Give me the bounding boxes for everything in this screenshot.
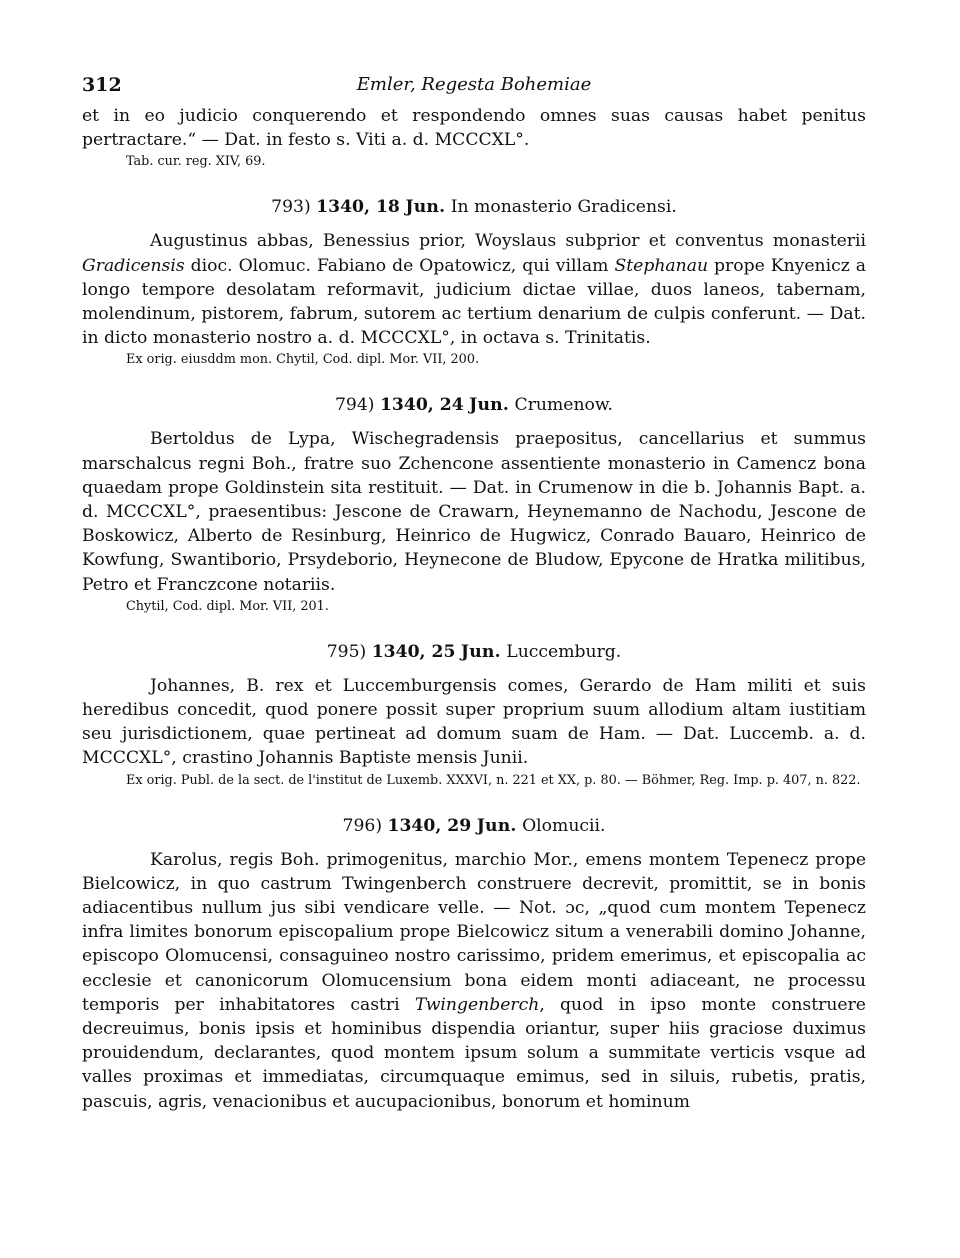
- text-segment: Karolus, regis Boh. primogenitus, marchio Mor., emens montem Tepenecz prope Bielcowicz, in quo castrum Twingenberch construere decrevit, promittit, se in bonis adiacentibus nullum jus sibi vendicare velle. — Not. ɔc, „quod cum montem Tepenecz infra limites bonorum episcopalium prope Bielcowicz situm a venerabili domino Johanne, episcopo Olomucensi, consaguineo nostro carissimo, pridem emerimus, et episcopalia ac ecclesie et canonicorum Olomucensium bona eidem monti adiaceant, ne processu temporis per inhabitatores castri: [82, 849, 866, 1015]
- entry-source-794: Chytil, Cod. dipl. Mor. VII, 201.: [126, 598, 329, 614]
- entry-place: Olomucii.: [522, 815, 606, 836]
- entry-date: 1340, 29: [387, 815, 472, 836]
- entry-heading-794: [82, 393, 866, 417]
- entry-month: Jun.: [405, 197, 446, 218]
- running-title: Emler, Regesta Bohemiae: [356, 74, 592, 95]
- entry-place: Luccemburg.: [506, 641, 622, 662]
- entry-source-795: Ex orig. Publ. de la sect. de l'institut de Luxemb. XXXVI, n. 221 et XX, p. 80. — Böhmer, Reg. Imp. p. 407, n. 822.: [126, 772, 861, 788]
- entry-source-793: Ex orig. eiusddm mon. Chytil, Cod. dipl. Mor. VII, 200.: [126, 352, 480, 368]
- entry-number: 796): [342, 815, 383, 836]
- entry-place: Crumenow.: [514, 395, 614, 416]
- entry-number: 793): [271, 197, 311, 218]
- entry-heading-795: [82, 640, 866, 664]
- continuation-text: et in eo judicio conquerendo et respondendo omnes suas causas habet penitus pertractare.“ — Dat. in festo s. Viti a. d. MCCCXL°.: [82, 106, 866, 151]
- entry-number: 794): [334, 395, 375, 416]
- entry-text-795: Johannes, B. rex et Luccemburgensis comes, Gerardo de Ham militi et suis heredibus concedit, quod ponere possit super proprium suum allodium altam iustitiam seu jurisdictionem, quae pertineat ad domum suam de Ham. — Dat. Luccemb. a. d. MCCCXL°, crastino Johannis Baptiste mensis Junii.: [82, 675, 866, 769]
- text-segment: , quod in ipso monte construere decreuimus, bonis ipsis et hominibus dispendia oriantur, super hiis graciose duximus prouidendum, declarantes, quod montem ipsum solum a summitate verticis vsque ad valles proximas et immediatas, circumquaque emimus, sed in siluis, rubetis, pratis, pascuis, agris, venacionibus et aucupacionibus, bonorum et hominum: [82, 994, 866, 1112]
- entry-month: Jun.: [460, 641, 501, 662]
- entry-place: In monasterio Gradicensi.: [450, 197, 677, 218]
- italic-segment: Stephanau: [614, 255, 709, 276]
- text-segment: dioc. Olomuc. Fabiano de Opatowicz, qui villam: [184, 255, 615, 276]
- text-segment: Augustinus abbas, Benessius prior, Woyslaus subprior et conventus monasterii: [150, 231, 866, 252]
- entry-text-793: [82, 229, 866, 350]
- entry-heading-793: [82, 195, 866, 219]
- continuation-source: Tab. cur. reg. XIV, 69.: [126, 154, 266, 170]
- italic-segment: Twingenberch: [414, 994, 540, 1015]
- italic-segment: Gradicensis: [82, 255, 185, 276]
- entry-date: 1340, 24: [379, 395, 464, 416]
- entry-text-796: [82, 848, 866, 1114]
- text-segment: prope Knyenicz a longo tempore desolatam reformavit, judicium dictae villae, duos laneos, tabernam, molendinum, pistorem, fabrum, sutorem ac tertium denarium de culpis conferunt. — Dat. in dicto monasterio nostro a. d. MCCCXL°, in octava s. Trinitatis.: [82, 255, 866, 349]
- entry-heading-796: [82, 814, 866, 838]
- entry-date: 1340, 18: [316, 197, 400, 218]
- entry-month: Jun.: [476, 815, 517, 836]
- entry-month: Jun.: [469, 395, 510, 416]
- page-number: 312: [82, 74, 122, 96]
- document-page: [82, 74, 866, 1114]
- entry-number: 795): [326, 641, 367, 662]
- running-head: [82, 74, 866, 104]
- entry-text-794: Bertoldus de Lypa, Wischegradensis praepositus, cancellarius et summus marschalcus regni Boh., fratre suo Zchencone assentiente monasterio in Camencz bona quaedam prope Goldinstein sita restituit. — Dat. in Crumenow in die b. Johannis Bapt. a. d. MCCCXL°, praesentibus: Jescone de Crawarn, Heynemanno de Nachodu, Jescone de Boskowicz, Alberto de Resinburg, Heinrico de Hugwicz, Conrado Bauaro, Heinrico de Kowfung, Swantiborio, Prsydeborio, Heynecone de Bludow, Epycone de Hratka militibus, Petro et Franczcone notariis.: [82, 429, 866, 595]
- entry-date: 1340, 25: [371, 641, 456, 662]
